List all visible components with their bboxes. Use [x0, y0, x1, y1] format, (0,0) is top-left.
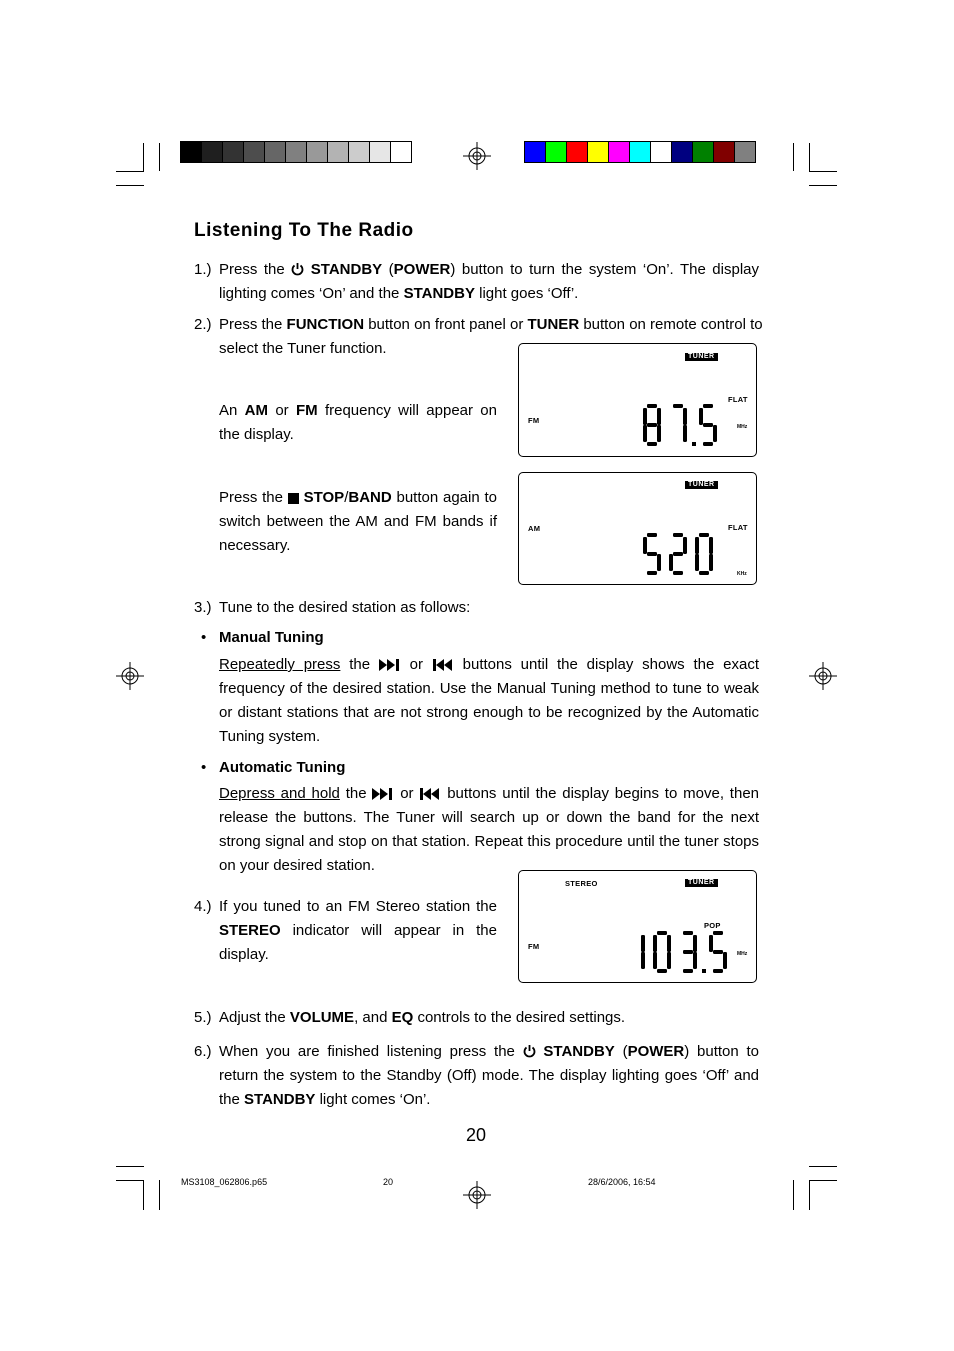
frequency-readout	[643, 533, 733, 577]
lcd-segment	[647, 404, 657, 408]
lcd-segment	[673, 571, 683, 575]
tuner-indicator: TUNER	[685, 879, 718, 887]
lcd-segment	[693, 935, 697, 952]
lcd-digit	[683, 931, 697, 973]
step-number: 4.)	[194, 898, 212, 915]
lcd-segment	[703, 404, 713, 408]
lcd-segment	[643, 537, 647, 554]
lcd-segment	[713, 931, 723, 935]
manual-tuning-text: Repeatedly press the or buttons until the display shows the exact frequency of the desired station. Use the Manual Tuning method to tune to weak or distant stations that are not strong enough to be recognized by the Automatic Tuning system.	[219, 656, 760, 745]
step-6-text: When you are finished listening press the STANDBY (POWER) button to return the system to the Standby (Off) mode. The display lighting goes ‘Off’ and the STANDBY light comes ‘On’.	[219, 1043, 759, 1108]
lcd-segment	[709, 537, 713, 554]
color-swatch	[629, 141, 651, 163]
stop-square-icon	[288, 493, 299, 504]
lcd-segment	[709, 554, 713, 571]
color-swatch	[713, 141, 735, 163]
color-swatch	[671, 141, 693, 163]
crop-mark	[116, 1180, 144, 1181]
bullet: •	[201, 759, 207, 776]
automatic-tuning-heading: Automatic Tuning	[219, 759, 346, 776]
lcd-segment	[673, 552, 683, 556]
step-4-text: If you tuned to an FM Stereo station the STEREO indicator will appear in the display.	[219, 898, 497, 963]
step-number: 3.)	[194, 599, 212, 616]
registration-mark-icon	[463, 1181, 491, 1209]
lcd-segment	[647, 533, 657, 537]
lcd-digit	[653, 931, 671, 973]
step-2-text: Press the FUNCTION button on front panel or TUNER button on remote control to select the Tuner function.	[219, 316, 763, 357]
bullet: •	[201, 629, 207, 646]
gray-swatch	[243, 141, 265, 163]
color-swatch	[566, 141, 588, 163]
step-5-text: Adjust the VOLUME, and EQ controls to the desired settings.	[219, 1009, 626, 1026]
lcd-segment	[695, 554, 699, 571]
lcd-segment	[667, 935, 671, 952]
gray-swatch	[369, 141, 391, 163]
color-swatch	[545, 141, 567, 163]
band-indicator: FM	[528, 942, 540, 951]
decimal-point	[702, 969, 706, 973]
lcd-segment	[693, 952, 697, 969]
color-swatch	[650, 141, 672, 163]
lcd-digit	[699, 404, 717, 446]
color-swatch	[524, 141, 546, 163]
crop-mark	[793, 1180, 794, 1210]
lcd-segment	[713, 425, 717, 442]
crop-mark	[793, 143, 794, 171]
lcd-segment	[667, 952, 671, 969]
lcd-digit	[669, 533, 687, 575]
lcd-segment	[695, 537, 699, 554]
gray-swatch	[201, 141, 223, 163]
lcd-display-fm	[518, 343, 757, 457]
crop-mark	[159, 1180, 160, 1210]
skip-forward-icon	[379, 659, 401, 671]
lcd-segment	[657, 969, 667, 973]
lcd-digit	[641, 935, 645, 969]
band-indicator: FM	[528, 416, 540, 425]
band-indicator: AM	[528, 524, 541, 533]
gray-swatch	[390, 141, 412, 163]
lcd-segment	[713, 950, 723, 954]
lcd-segment	[709, 935, 713, 952]
unit-indicator: MHz	[737, 951, 748, 957]
frequency-readout	[627, 931, 733, 975]
lcd-segment	[653, 935, 657, 952]
color-swatch-bar	[525, 141, 756, 163]
lcd-segment	[657, 408, 661, 425]
lcd-segment	[683, 425, 687, 442]
lcd-segment	[657, 425, 661, 442]
color-swatch	[608, 141, 630, 163]
lcd-segment	[703, 423, 713, 427]
crop-mark	[809, 1180, 837, 1181]
unit-indicator: MHz	[737, 424, 748, 430]
crop-mark	[809, 171, 837, 172]
skip-back-icon	[419, 788, 441, 800]
lcd-segment	[673, 533, 683, 537]
power-icon	[291, 262, 304, 276]
gray-swatch	[285, 141, 307, 163]
lcd-display-am	[518, 472, 757, 585]
lcd-segment	[683, 969, 693, 973]
footer-filename: MS3108_062806.p65	[181, 1177, 268, 1187]
crop-mark	[116, 185, 144, 186]
step-number: 6.)	[194, 1043, 212, 1060]
power-icon	[523, 1044, 536, 1058]
lcd-segment	[699, 571, 709, 575]
crop-mark	[809, 143, 810, 171]
manual-tuning-heading: Manual Tuning	[219, 629, 324, 646]
lcd-segment	[657, 931, 667, 935]
registration-mark-icon	[463, 142, 491, 170]
lcd-segment	[713, 969, 723, 973]
lcd-segment	[641, 952, 645, 969]
gray-swatch	[327, 141, 349, 163]
gray-swatch	[348, 141, 370, 163]
eq-indicator: FLAT	[728, 395, 748, 404]
lcd-digit	[673, 404, 687, 442]
decimal-point	[692, 442, 696, 446]
lcd-segment	[683, 931, 693, 935]
lcd-segment	[699, 408, 703, 425]
lcd-segment	[683, 950, 693, 954]
color-swatch	[734, 141, 756, 163]
tuner-indicator: TUNER	[685, 481, 718, 489]
lcd-segment	[647, 423, 657, 427]
step-2-band-text: Press the STOP/BAND button again to switch between the AM and FM bands if necessary.	[219, 489, 498, 554]
gray-swatch	[306, 141, 328, 163]
frequency-readout	[643, 404, 733, 448]
lcd-segment	[647, 442, 657, 446]
grayscale-swatch-bar	[181, 141, 412, 163]
lcd-segment	[647, 571, 657, 575]
lcd-segment	[699, 533, 709, 537]
lcd-segment	[647, 552, 657, 556]
step-3-text: Tune to the desired station as follows:	[219, 599, 471, 616]
crop-mark	[116, 171, 144, 172]
step-2-am-fm-text: An AM or FM frequency will appear on the display.	[219, 402, 497, 443]
page-title: Listening To The Radio	[194, 220, 414, 241]
eq-indicator: POP	[704, 921, 721, 930]
crop-mark	[159, 143, 160, 171]
gray-swatch	[222, 141, 244, 163]
step-number: 2.)	[194, 316, 212, 333]
crop-mark	[809, 1180, 810, 1210]
lcd-segment	[683, 408, 687, 425]
step-1-text: Press the STANDBY (POWER) button to turn the system ‘On’. The display lighting comes ‘On’ and the STANDBY light goes ‘Off’.	[219, 261, 759, 302]
lcd-segment	[673, 404, 683, 408]
lcd-segment	[703, 442, 713, 446]
lcd-segment	[643, 425, 647, 442]
lcd-display-stereo	[518, 870, 757, 983]
step-number: 1.)	[194, 261, 212, 278]
tuner-indicator: TUNER	[685, 353, 718, 361]
gray-swatch	[264, 141, 286, 163]
lcd-segment	[669, 554, 673, 571]
lcd-digit	[709, 931, 727, 973]
page-number: 20	[466, 1125, 487, 1145]
crop-mark	[143, 1180, 144, 1210]
crop-mark	[143, 143, 144, 171]
crop-mark	[809, 185, 837, 186]
skip-back-icon	[432, 659, 454, 671]
footer-page: 20	[383, 1177, 394, 1187]
footer-date: 28/6/2006, 16:54	[588, 1177, 656, 1187]
step-number: 5.)	[194, 1009, 212, 1026]
lcd-segment	[653, 952, 657, 969]
lcd-segment	[643, 408, 647, 425]
skip-forward-icon	[372, 788, 394, 800]
stereo-indicator: STEREO	[565, 879, 598, 888]
color-swatch	[587, 141, 609, 163]
eq-indicator: FLAT	[728, 523, 748, 532]
unit-indicator: KHz	[737, 571, 747, 577]
gray-swatch	[180, 141, 202, 163]
registration-mark-icon	[809, 662, 837, 690]
lcd-segment	[723, 952, 727, 969]
lcd-segment	[657, 554, 661, 571]
color-swatch	[692, 141, 714, 163]
registration-mark-icon	[116, 662, 144, 690]
lcd-digit	[695, 533, 713, 575]
crop-mark	[116, 1166, 144, 1167]
lcd-segment	[683, 537, 687, 554]
lcd-digit	[643, 533, 661, 575]
lcd-digit	[643, 404, 661, 446]
automatic-tuning-text: Depress and hold the or buttons until the display begins to move, then release the buttons. The Tuner will search up or down the band for the next strong signal and stop on that station. Repeat this procedure until the tuner stops on your desired station.	[219, 785, 759, 874]
crop-mark	[809, 1166, 837, 1167]
lcd-segment	[641, 935, 645, 952]
